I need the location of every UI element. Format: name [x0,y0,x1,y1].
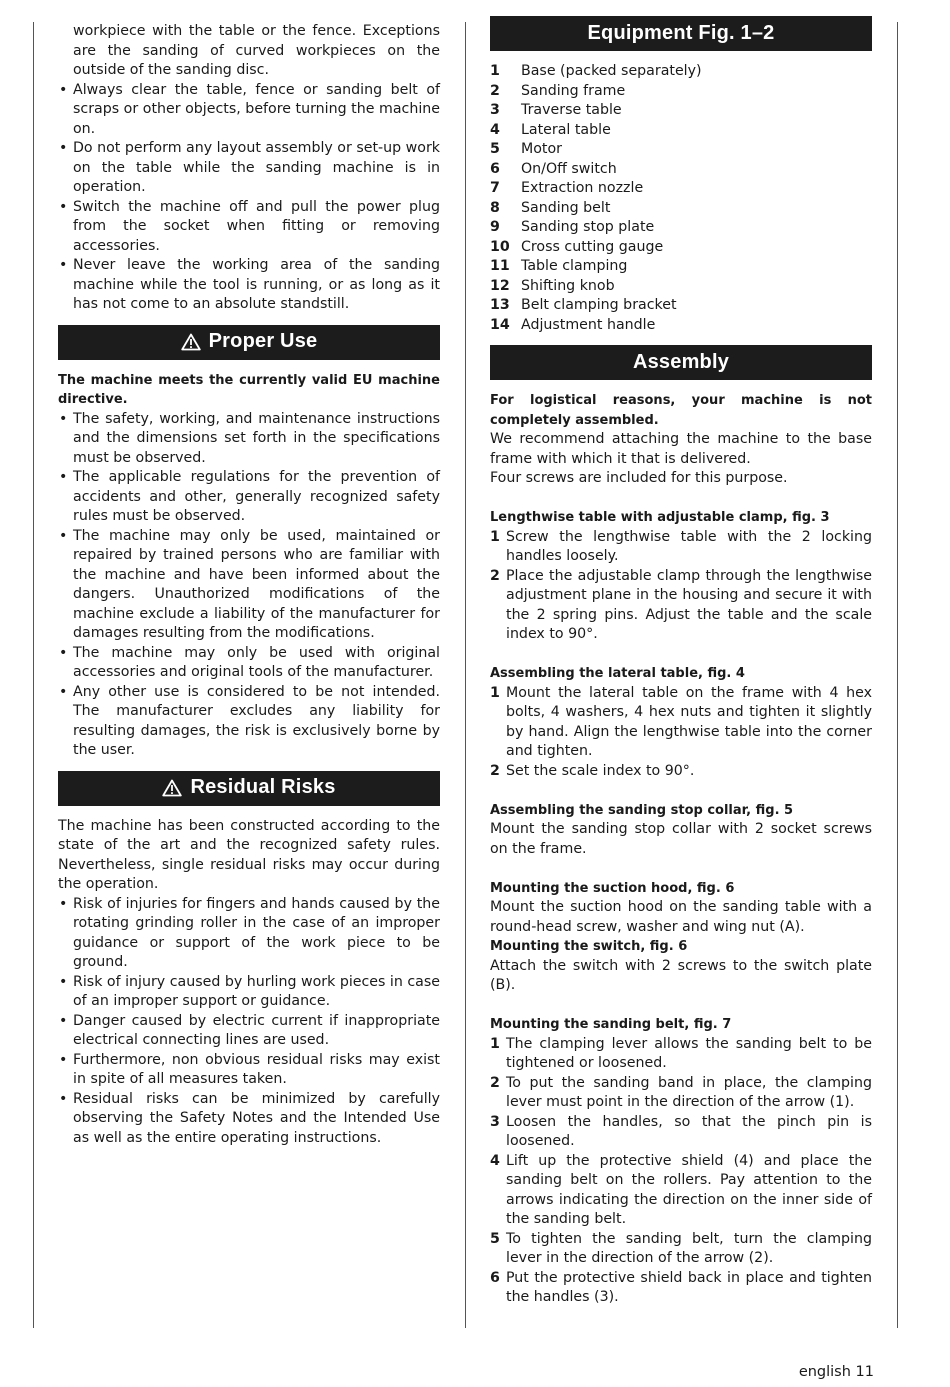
proper-use-title: Proper Use [208,330,318,353]
list-item: • The machine may only be used with original accessories and original tools of the manufacturer. [58,644,440,683]
lateral-steps [490,684,872,782]
list-item: • Residual risks can be minimized by carefully observing the Safety Notes and the Intended Use as well as the entire operating instructions. [58,1090,440,1149]
list-item [490,82,872,102]
assembly-title: Assembly [632,350,730,373]
list-item [490,121,872,141]
left-margin-rule [33,22,34,1328]
item-label: Cross cutting gauge [521,238,664,255]
assembly-heading [490,345,872,380]
item-label: Table clamping [521,258,628,274]
list-item: 2 To put the sanding band in place, the clamping lever must point in the direction of the arrow (1). [490,1074,872,1110]
sanding-belt-heading: Mounting the sanding belt, fig. 7 [490,1017,732,1032]
assembly-intro-1: We recommend attaching the machine to the base frame with which it that is delivered. [490,431,872,467]
list-item [490,296,872,316]
assembly-lead: For logistical reasons, your machine is not completely assembled. [490,393,872,428]
stop-collar-text: Mount the sanding stop collar with 2 socket screws on the frame. [490,821,872,857]
list-item: • The safety, working, and maintenance instructions and the dimensions set forth in the specifications must be observed. [58,410,440,469]
switch-heading: Mounting the switch, fig. 6 [490,939,688,954]
item-number: 13 [490,297,510,313]
list-item: • Always clear the table, fence or sanding belt of scraps or other objects, before turning the machine on. [58,81,440,140]
equipment-list [490,62,872,335]
list-item: • Switch the machine off and pull the power plug from the socket when fitting or removing accessories. [58,198,440,257]
list-item: • Risk of injuries for fingers and hands caused by the rotating grinding roller in the case of an improper guidance or support of the work piece to be ground. [58,895,440,973]
list-item: 1 Screw the lengthwise table with the 2 locking handles loosely. [490,528,872,564]
list-item [490,179,872,199]
list-item: • Danger caused by electric current if inappropriate electrical connecting lines are used. [58,1012,440,1051]
warning-triangle-icon [162,779,182,797]
item-number: 6 [490,160,500,177]
list-item: • The applicable regulations for the prevention of accidents and other, generally recognized safety rules must be observed. [58,468,440,527]
item-label: Motor [521,141,562,157]
suction-hood-heading: Mounting the suction hood, fig. 6 [490,880,735,896]
list-item: 3 Loosen the handles, so that the pinch pin is loosened. [490,1113,872,1149]
intro-bullet-list [58,81,440,315]
item-number: 4 [490,121,500,138]
list-item [490,140,872,160]
list-item [490,316,872,336]
list-item [490,238,872,258]
item-number: 3 [490,102,500,118]
item-label: Sanding belt [521,199,611,216]
item-label: Traverse table [521,102,622,118]
item-label: Belt clamping bracket [521,297,677,313]
lengthwise-heading: Lengthwise table with adjustable clamp, fig. 3 [490,510,830,525]
proper-use-list [58,410,440,761]
item-label: Lateral table [521,121,611,138]
proper-use-lead: The machine meets the currently valid EU machine directive. [58,372,440,407]
item-label: Sanding frame [521,82,626,99]
item-label: Shifting knob [521,277,615,294]
residual-risks-list [58,895,440,1149]
list-item [490,257,872,277]
item-number: 11 [490,258,510,274]
item-label: Extraction nozzle [521,180,644,196]
list-item: • Any other use is considered to be not intended. The manufacturer excludes any liability for resulting damages, the risk is exclusively borne by the user. [58,683,440,761]
switch-text: Attach the switch with 2 screws to the switch plate (B). [490,957,872,993]
intro-continuation: workpiece with the table or the fence. Exceptions are the sanding of curved workpieces on the outside of the sanding disc. [73,23,440,78]
item-label: On/Off switch [521,160,617,177]
item-number: 14 [490,316,510,333]
list-item: 4 Lift up the protective shield (4) and place the sanding belt on the rollers. Pay attention to the arrows indicating the direction on the inner side of the sanding belt. [490,1152,872,1227]
item-number: 8 [490,199,500,216]
item-number: 7 [490,180,500,196]
list-item [490,160,872,180]
lateral-heading: Assembling the lateral table, fig. 4 [490,666,745,681]
list-item: 1 The clamping lever allows the sanding belt to be tightened or loosened. [490,1035,872,1071]
right-column [490,22,872,1308]
list-item: 2 Place the adjustable clamp through the lengthwise adjustment plane in the housing and secure it with the 2 spring pins. Adjust the table and the scale index to 90°. [490,567,872,642]
list-item: 2 Set the scale index to 90°. [490,762,695,779]
list-item [490,277,872,297]
item-number: 2 [490,82,500,99]
left-column [58,22,440,1148]
list-item: 5 To tighten the sanding belt, turn the clamping lever in the direction of the arrow (2). [490,1230,872,1266]
center-column-rule [465,22,466,1328]
suction-hood-text: Mount the suction hood on the sanding table with a round-head screw, washer and wing nut (A). [490,899,872,935]
sanding-belt-steps [490,1035,872,1308]
list-item: • The machine may only be used, maintained or repaired by trained persons who are familiar with the machine and have been informed about the dangers. Unauthorized modifications of the machine exclude a liability of the manufacturer for damages resulting from the modifications. [58,527,440,644]
item-number: 12 [490,277,510,294]
assembly-intro-2: Four screws are included for this purpose. [490,470,788,486]
warning-triangle-icon [181,333,201,351]
list-item: • Furthermore, non obvious residual risks may exist in spite of all measures taken. [58,1051,440,1090]
proper-use-heading [58,325,440,360]
list-item: • Do not perform any layout assembly or set-up work on the table while the sanding machine is in operation. [58,139,440,198]
lengthwise-steps [490,528,872,645]
list-item [490,199,872,219]
equipment-heading [490,16,872,51]
residual-risks-intro: The machine has been constructed according to the state of the art and the recognized safety rules. Nevertheless, single residual risks may occur during the operation. [58,817,440,892]
list-item: 1 Mount the lateral table on the frame with 4 hex bolts, 4 washers, 4 hex nuts and tighten it slightly by hand. Align the lengthwise table into the corner and tighten. [490,684,872,759]
residual-risks-heading [58,771,440,806]
list-item [490,101,872,121]
page-number: english 11 [798,1364,874,1380]
residual-risks-title: Residual Risks [190,776,336,799]
list-item: 6 Put the protective shield back in place and tighten the handles (3). [490,1269,872,1305]
equipment-title: Equipment Fig. 1–2 [587,21,775,44]
list-item: • Risk of injury caused by hurling work pieces in case of an improper support or guidance. [58,973,440,1012]
list-item [490,218,872,238]
item-number: 9 [490,219,500,235]
item-number: 5 [490,141,500,157]
item-number: 10 [490,238,510,255]
list-item [490,62,872,82]
item-label: Base (packed separately) [521,63,702,79]
right-margin-rule [897,22,898,1328]
stop-collar-heading: Assembling the sanding stop collar, fig. 5 [490,802,794,818]
list-item: • Never leave the working area of the sanding machine while the tool is running, or as long as it has not come to an absolute standstill. [58,256,440,315]
item-number: 1 [490,63,500,79]
item-label: Adjustment handle [521,316,656,333]
item-label: Sanding stop plate [521,219,655,235]
